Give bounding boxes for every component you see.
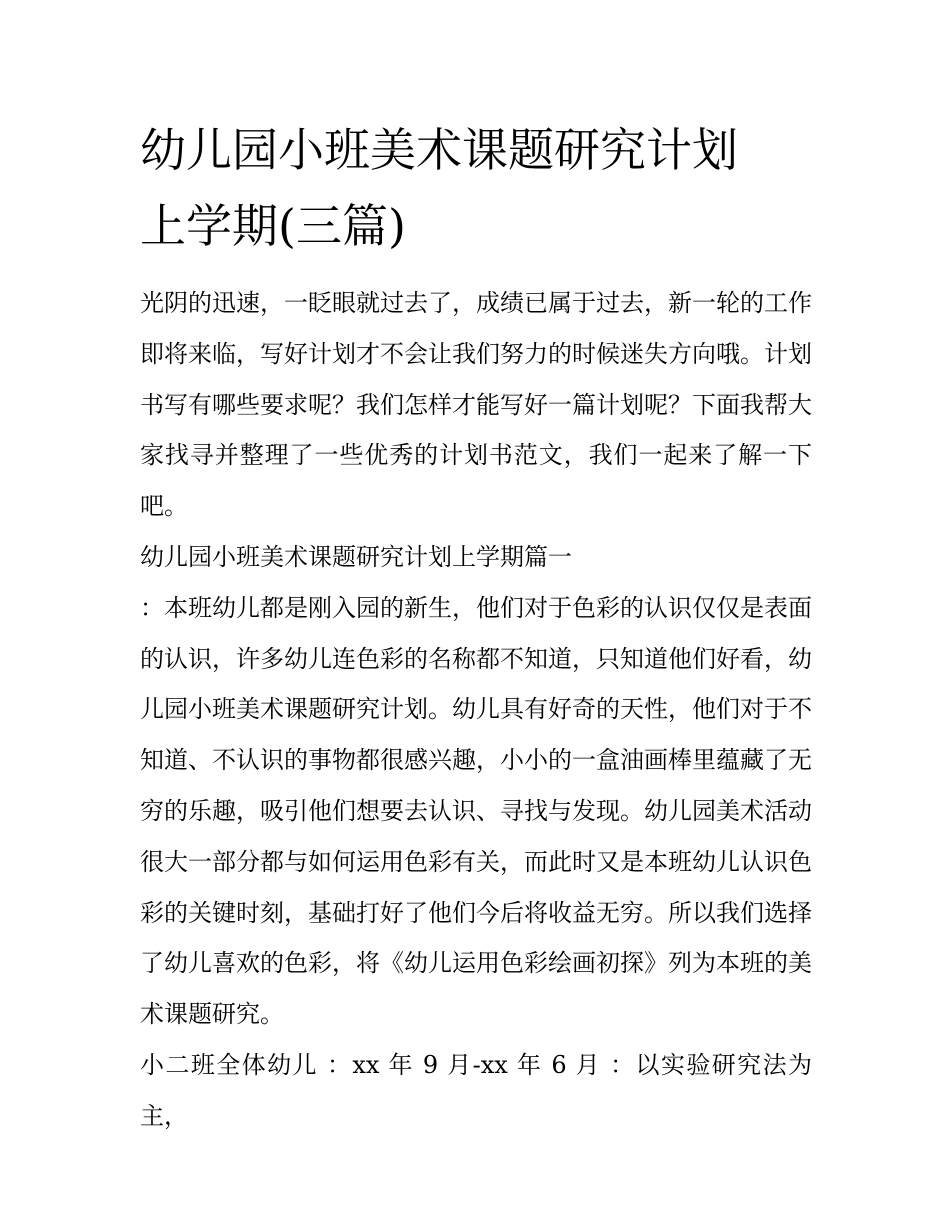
document-title-line2: 上学期(三篇) (140, 199, 406, 253)
document-body (140, 278, 812, 1142)
document-title (140, 112, 820, 264)
section-tail-paragraph: 小二班全体幼儿 ：xx 年 9 月-xx 年 6 月 ：以实验研究法为主， (140, 1050, 812, 1130)
document-title-line1: 幼儿园小班美术课题研究计划 (140, 123, 738, 177)
section-paragraph: ：本班幼儿都是刚入园的新生，他们对于色彩的认识仅仅是表面的认识，许多幼儿连色彩的名称都不知道，只知道他们好看，幼儿园小班美术课题研究计划。幼儿具有好奇的天性，他们对于不知道、不认识的事物都很感兴趣，小小的一盒油画棒里蕴藏了无穷的乐趣，吸引他们想要去认识、寻找与发现。幼儿园美术活动很大一部分都与如何运用色彩有关，而此时又是本班幼儿认识色彩的关键时刻，基础打好了他们今后将收益无穷。所以我们选择了幼儿喜欢的色彩，将《幼儿运用色彩绘画初探》列为本班的美术课题研究。 (140, 593, 812, 1029)
intro-paragraph: 光阴的迅速，一眨眼就过去了，成绩已属于过去，新一轮的工作即将来临，写好计划才不会让我们努力的时候迷失方向哦。计划书写有哪些要求呢？我们怎样才能写好一篇计划呢？下面我帮大家找寻并整理了一些优秀的计划书范文，我们一起来了解一下吧。 (140, 289, 812, 521)
section-heading: 幼儿园小班美术课题研究计划上学期篇一 (140, 542, 572, 571)
